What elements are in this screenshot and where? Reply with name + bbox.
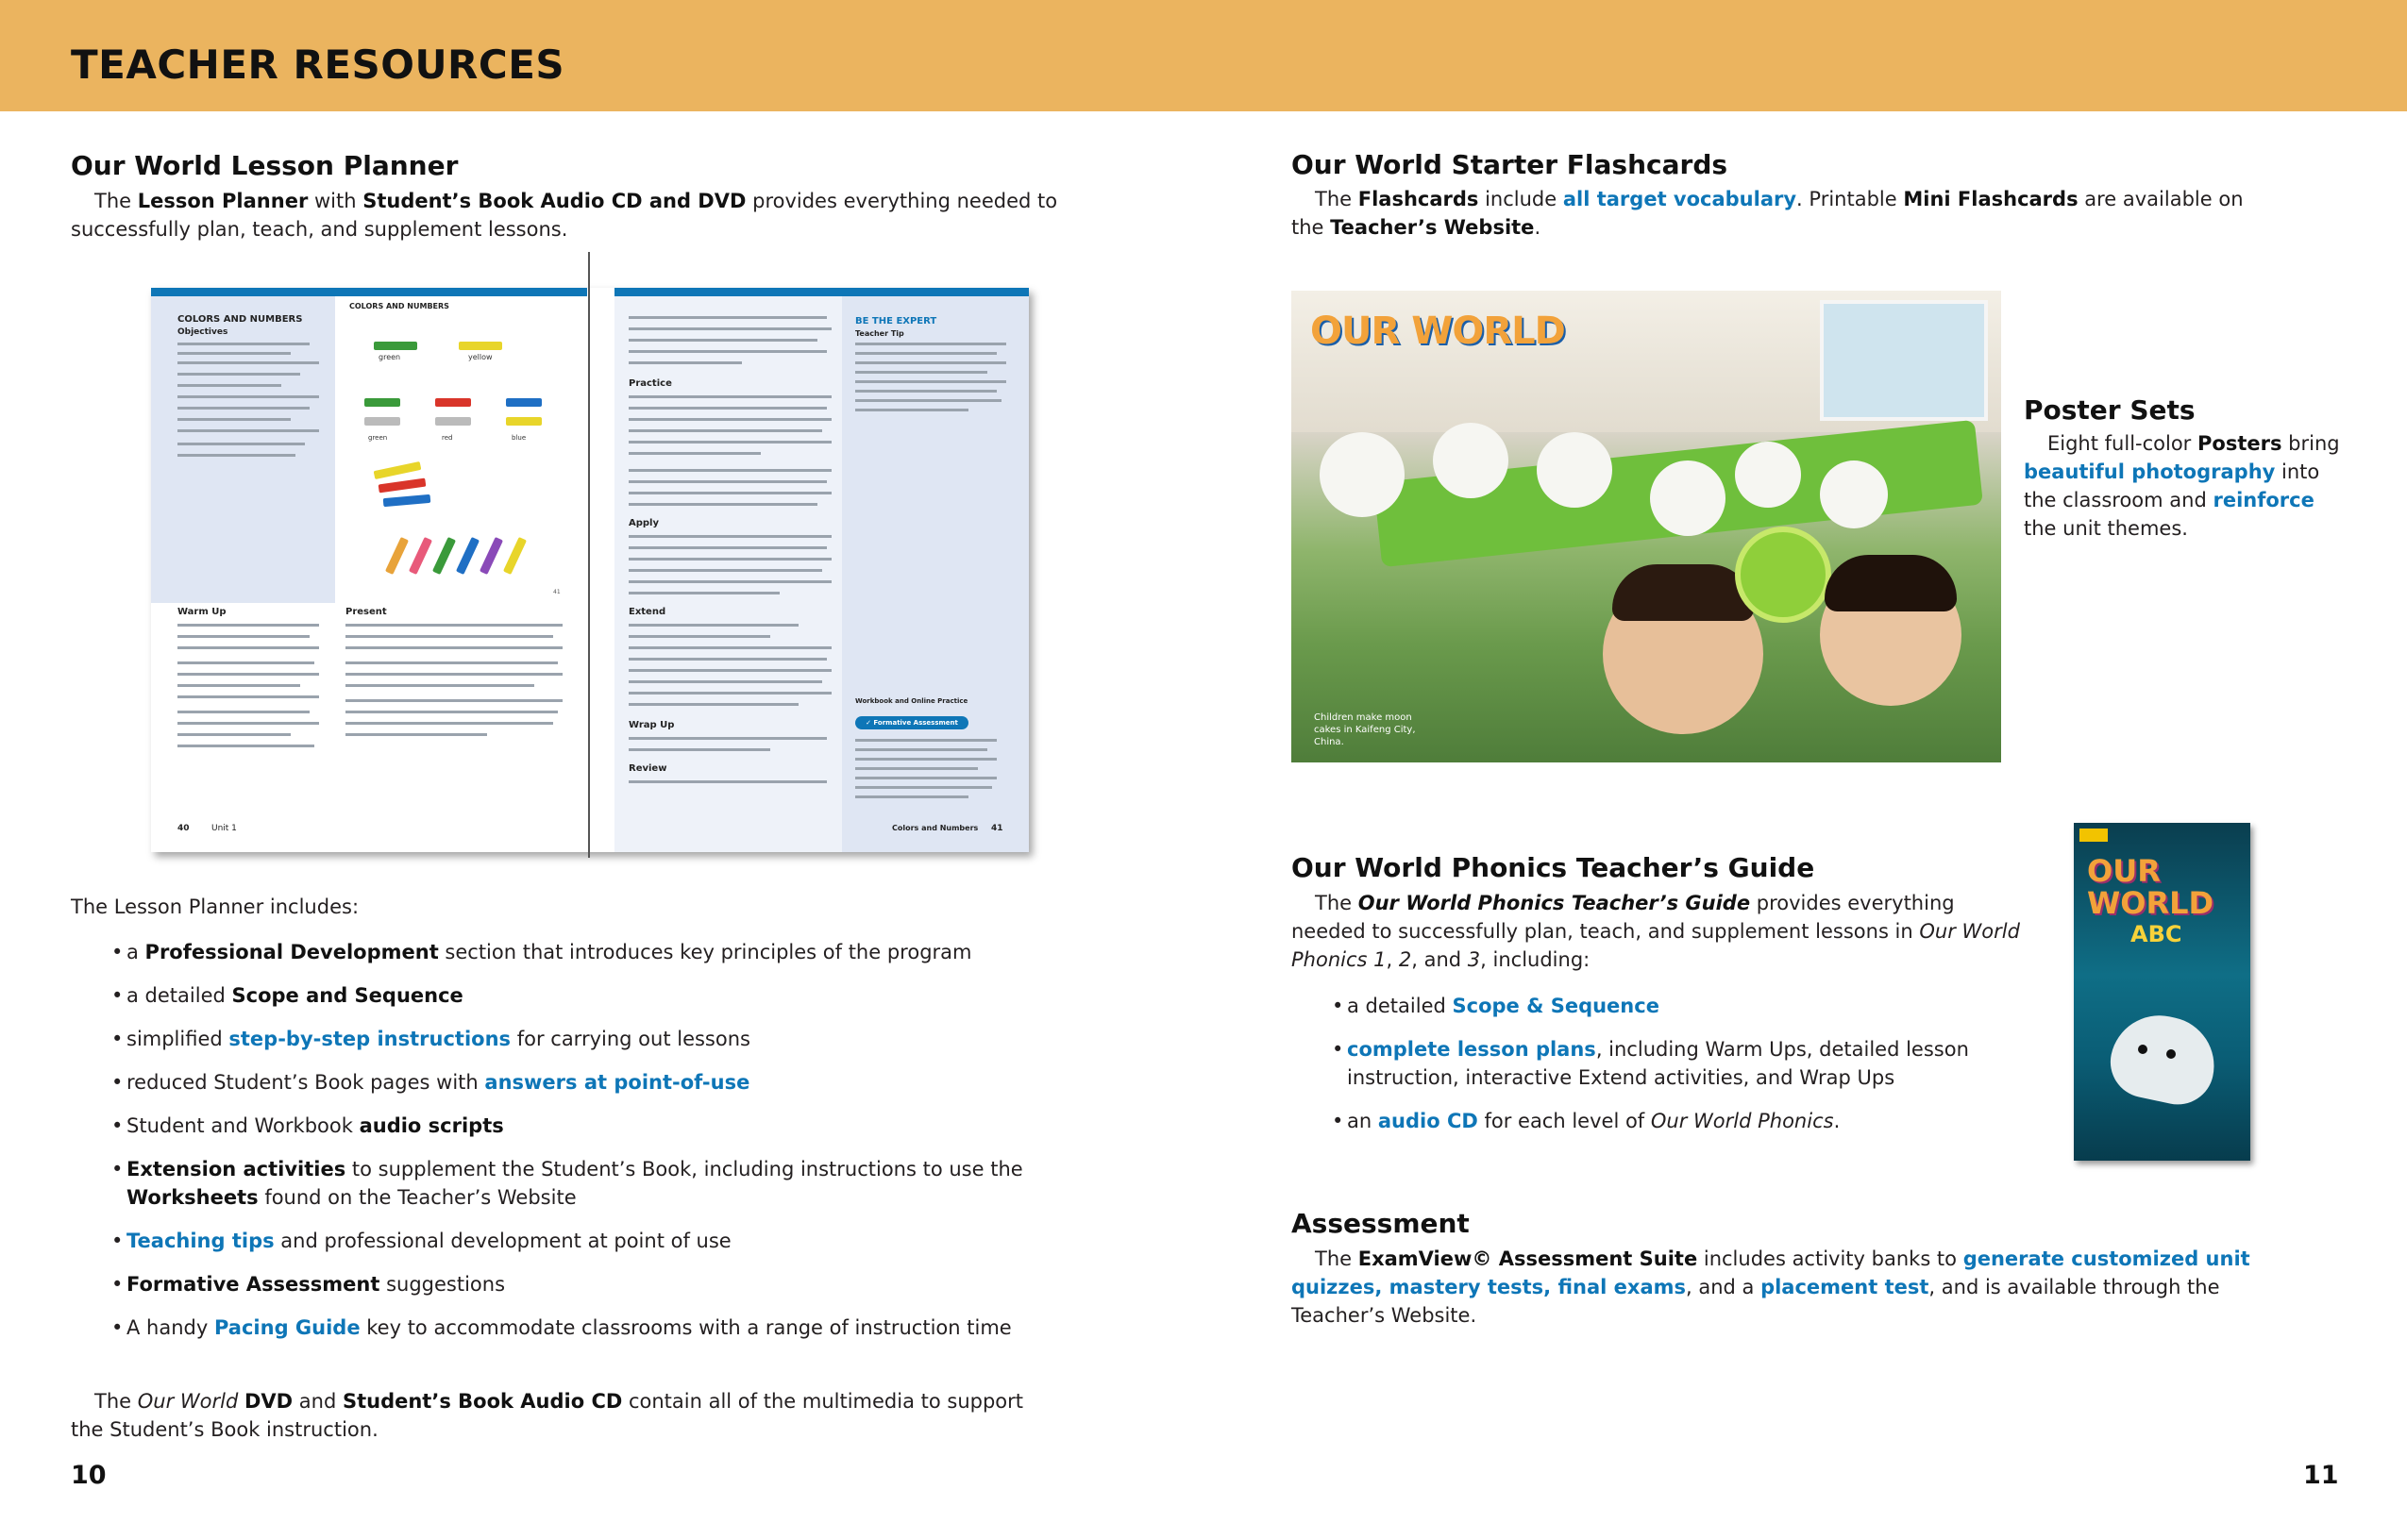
list-item: • a detailed Scope and Sequence bbox=[111, 981, 1093, 1010]
poster-sets-title: Poster Sets bbox=[2024, 394, 2196, 426]
right-page-bar bbox=[614, 288, 1029, 296]
list-item: • reduced Student’s Book pages with answers at point-of-use bbox=[111, 1068, 1093, 1096]
phonics-intro: The Our World Phonics Teacher’s Guide provides everything needed to successfully plan, teach, and supplement lessons in Our World Phonics 1, 2, and 3, including: bbox=[1291, 892, 2020, 971]
left-page-bar bbox=[151, 288, 587, 296]
thumb-wrap-up: Wrap Up bbox=[629, 720, 675, 730]
list-item: • simplified step-by-step instructions for carrying out lessons bbox=[111, 1025, 1093, 1053]
student-page-number: 41 bbox=[553, 589, 561, 595]
list-item: • a detailed Scope & Sequence bbox=[1332, 992, 2049, 1020]
lesson-planner-features-list bbox=[111, 938, 1093, 1342]
header-band bbox=[0, 0, 2407, 111]
crayon-label: blue bbox=[512, 434, 527, 442]
crayon-label: green bbox=[368, 434, 388, 442]
phonics-book-cover bbox=[2074, 823, 2250, 1161]
phonics-features-list bbox=[1332, 992, 2049, 1135]
poster-sets-text: Eight full-color Posters bring beautiful photography into the classroom and reinforce the unit themes. bbox=[2024, 432, 2340, 540]
thumb-footer-label: Colors and Numbers bbox=[892, 824, 979, 832]
list-item: • Formative Assessment suggestions bbox=[111, 1270, 1093, 1298]
classroom-photo bbox=[1291, 291, 2001, 762]
list-item: • Extension activities to supplement the Student’s Book, including instructions to use the Worksheets found on the Teacher’s Website bbox=[111, 1155, 1093, 1212]
lesson-planner-title: Our World Lesson Planner bbox=[71, 150, 459, 181]
thumb-page-41: 41 bbox=[991, 824, 1003, 833]
page-number-left: 10 bbox=[71, 1461, 107, 1490]
phonics-title: Our World Phonics Teacher’s Guide bbox=[1291, 852, 1815, 883]
thumb-warm-up: Warm Up bbox=[177, 607, 227, 617]
list-item: • Student and Workbook audio scripts bbox=[111, 1112, 1093, 1140]
assessment-title: Assessment bbox=[1291, 1208, 1470, 1239]
thumb-unit-label: Unit 1 bbox=[211, 824, 237, 833]
thumb-review: Review bbox=[629, 763, 667, 774]
thumb-teacher-tip: Teacher Tip bbox=[855, 329, 904, 338]
publisher-mark bbox=[2079, 829, 2108, 842]
page-title: TEACHER RESOURCES bbox=[71, 42, 565, 88]
thumb-present: Present bbox=[345, 607, 387, 617]
thumb-workbook: Workbook and Online Practice bbox=[855, 697, 968, 705]
thumb-practice: Practice bbox=[629, 378, 672, 389]
thumb-be-the-expert: BE THE EXPERT bbox=[855, 316, 937, 326]
thumb-formative-badge: ✓ Formative Assessment bbox=[855, 716, 968, 729]
student-book-page bbox=[336, 296, 572, 603]
photo-caption: Children make moon cakes in Kaifeng City, China. bbox=[1314, 712, 1416, 747]
thumb-apply: Apply bbox=[629, 518, 660, 528]
seal-illustration bbox=[2104, 1007, 2223, 1112]
list-item: • complete lesson plans, including Warm Ups, detailed lesson instruction, interactive Extend activities, and Wrap Ups bbox=[1332, 1035, 2049, 1092]
thumb-extend: Extend bbox=[629, 607, 666, 617]
lesson-planner-spread-image bbox=[151, 288, 1029, 852]
includes-label: The Lesson Planner includes: bbox=[71, 896, 360, 918]
list-item: • A handy Pacing Guide key to accommodate classrooms with a range of instruction time bbox=[111, 1314, 1093, 1342]
thumb-left-heading: COLORS AND NUMBERS bbox=[177, 314, 303, 325]
list-item: • an audio CD for each level of Our World Phonics. bbox=[1332, 1107, 2049, 1135]
thumb-page-40: 40 bbox=[177, 824, 190, 833]
crayon-label: green bbox=[379, 353, 401, 361]
list-item: • Teaching tips and professional development at point of use bbox=[111, 1227, 1093, 1255]
list-item: • a Professional Development section that introduces key principles of the program bbox=[111, 938, 1093, 966]
flashcards-title: Our World Starter Flashcards bbox=[1291, 149, 1728, 180]
crayon-label: red bbox=[442, 434, 453, 442]
lesson-planner-intro: The Lesson Planner with Student’s Book Audio CD and DVD provides everything needed to successfully plan, teach, and supplement lessons. bbox=[71, 190, 1058, 241]
flashcards-text: The Flashcards include all target vocabulary. Printable Mini Flashcards are available on the Teacher’s Website. bbox=[1291, 188, 2244, 239]
crayon-label: yellow bbox=[468, 353, 493, 361]
photo-logo: OUR WORLD bbox=[1310, 310, 1565, 353]
thumb-objectives: Objectives bbox=[177, 327, 228, 337]
thumb-center-heading: COLORS AND NUMBERS bbox=[349, 302, 449, 310]
spread-gutter bbox=[588, 252, 590, 858]
page-number-right: 11 bbox=[2303, 1461, 2339, 1490]
assessment-text: The ExamView© Assessment Suite includes activity banks to generate customized unit quizzes, mastery tests, final exams, and a placement test, and is available through the Teacher’s Website. bbox=[1291, 1247, 2250, 1327]
book-logo: OUR WORLD bbox=[2087, 853, 2214, 921]
multimedia-paragraph: The Our World DVD and Student’s Book Audio CD contain all of the multimedia to support the Student’s Book instruction. bbox=[71, 1390, 1024, 1441]
book-subtitle: ABC bbox=[2130, 921, 2182, 947]
